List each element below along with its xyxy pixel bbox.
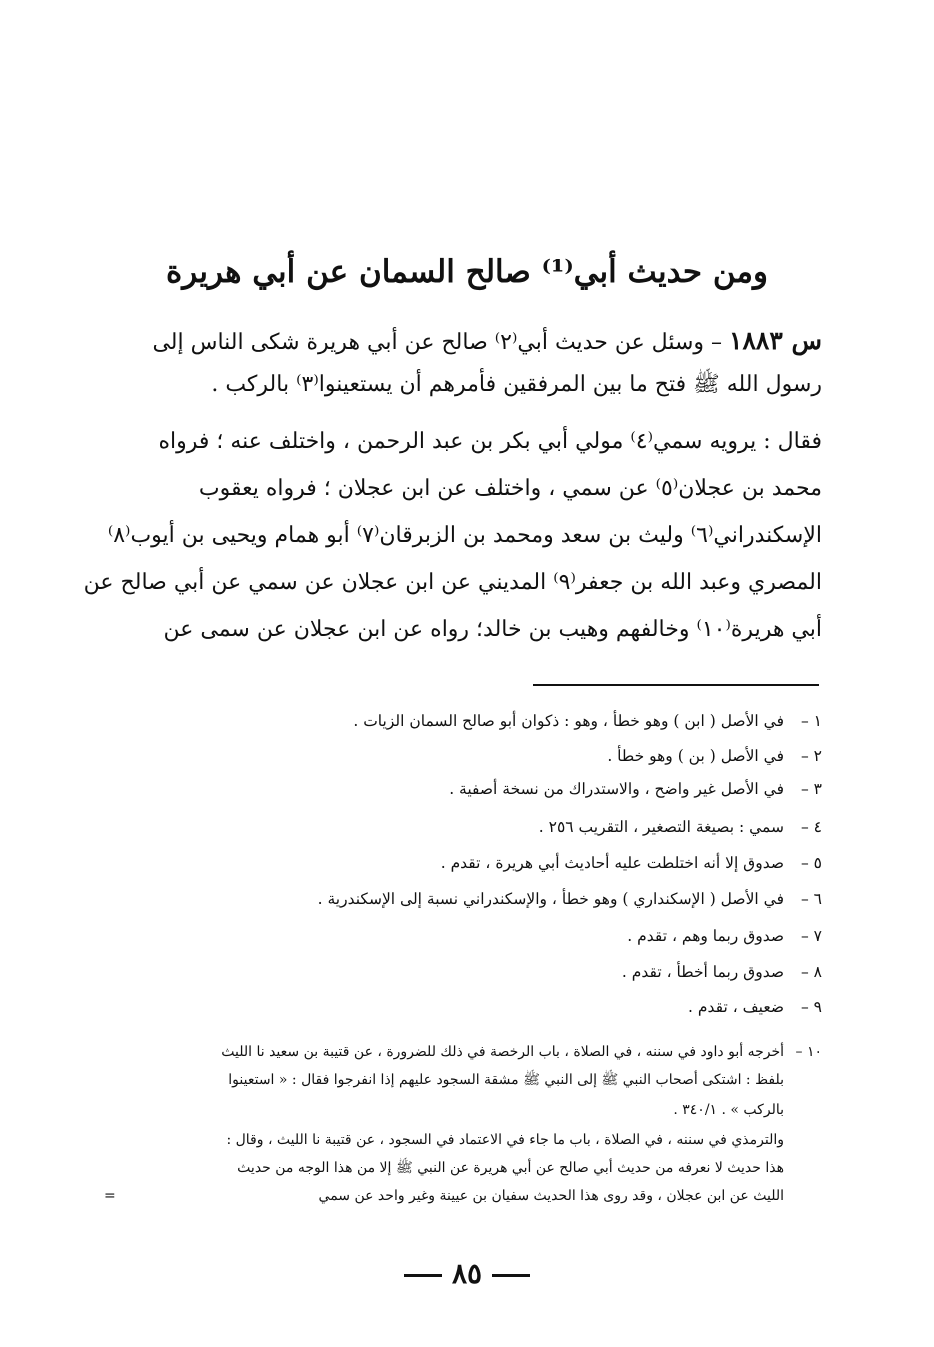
footnotes-list xyxy=(108,706,822,1022)
footnote-item: ٣ –في الأصل غير واضح ، والاستدراك من نسخة أصفية . xyxy=(449,780,822,798)
footnote-divider xyxy=(533,684,819,686)
footnote-item: ٤ –سمي : بصيغة التصغير ، التقريب ٢٥٦ . xyxy=(538,818,822,836)
answer-paragraph xyxy=(83,418,822,653)
footnote-10-line: هذا حديث لا نعرفه من حديث أبي صالح عن أبي هريرة عن النبي ﷺ إلا من هذا الوجه من حديث xyxy=(237,1160,784,1176)
footnote-10-line: بلفظ : اشتكى أصحاب النبي ﷺ إلى النبي ﷺ مشقة السجود عليهم إذا انفرجوا فقال : « استعينوا xyxy=(228,1072,784,1088)
footnote-10-line: والترمذي في سننه ، في الصلاة ، باب ما جاء في الاعتماد في السجود ، عن قتيبة نا الليث ، وقال : xyxy=(226,1132,784,1148)
answer-line: محمد بن عجلان⁽٥⁾ عن سمي ، واختلف عن ابن عجلان ؛ فرواه يعقوب xyxy=(198,476,822,501)
page-number-dash xyxy=(404,1274,442,1277)
footnote-item: ١ –في الأصل ( ابن ) وهو خطأ ، وهو : ذكوان أبو صالح السمان الزيات . xyxy=(353,712,822,730)
footnote-10-line: الليث عن ابن عجلان ، وقد روى هذا الحديث سفيان بن عيينة وغير واحد عن سمي = xyxy=(108,1182,822,1210)
page-number-dash xyxy=(492,1274,530,1277)
continuation-mark: = xyxy=(104,1188,116,1204)
footnote-item: ٧ –صدوق ربما وهم ، تقدم . xyxy=(627,927,822,945)
answer-line: فقال : يرويه سمي⁽٤⁾ مولي أبي بكر بن عبد الرحمن ، واختلف عنه ؛ فرواه xyxy=(158,429,822,454)
question-text-1: – وسئل عن حديث أبي⁽٢⁾ صالح عن أبي هريرة شكى الناس إلى xyxy=(152,330,723,355)
answer-line: أبي هريرة⁽١٠⁾ وخالفهم وهيب بن خالد؛ رواه عن ابن عجلان عن سمى عن xyxy=(163,617,822,642)
footnote-item: ٩ –ضعيف ، تقدم . xyxy=(688,998,822,1016)
section-title: ومن حديث أبي⁽¹⁾ صالح السمان عن أبي هريرة xyxy=(165,254,769,290)
page-number: ٨٥ xyxy=(0,1254,934,1294)
question-line-1 xyxy=(108,318,822,366)
footnote-item: ٨ –صدوق ربما أخطأ ، تقدم . xyxy=(621,963,822,981)
answer-line: المصري وعبد الله بن جعفر⁽٩⁾ المديني عن ابن عجلان عن سمي عن أبي صالح عن xyxy=(83,570,822,595)
footnote-10-line: بالركب » . ٣٤٠/١ . xyxy=(673,1102,784,1118)
footnote-10-line: ١٠ –أخرجه أبو داود في سننه ، في الصلاة ، باب الرخصة في ذلك للضرورة ، عن قتيبة بن سعيد نا الليث xyxy=(221,1044,822,1060)
question-number: س ١٨٨٣ xyxy=(729,326,822,355)
question-line-2: رسول الله ﷺ فتح ما بين المرفقين فأمرهم أن يستعينوا⁽٣⁾ بالركب . xyxy=(211,372,822,397)
footnote-item: ٦ –في الأصل ( الإسكنداري ) وهو خطأ ، والإسكندراني نسبة إلى الإسكندرية . xyxy=(317,890,822,908)
footnote-item: ٢ –في الأصل ( بن ) وهو خطأ . xyxy=(607,747,822,765)
footnote-item: ٥ –صدوق إلا أنه اختلطت عليه أحاديث أبي هريرة ، تقدم . xyxy=(440,854,822,872)
footnote-10 xyxy=(104,1038,822,1210)
answer-line: الإسكندراني⁽٦⁾ وليث بن سعد ومحمد بن الزبرقان⁽٧⁾ أبو همام ويحيى بن أيوب⁽٨⁾ xyxy=(107,523,822,548)
